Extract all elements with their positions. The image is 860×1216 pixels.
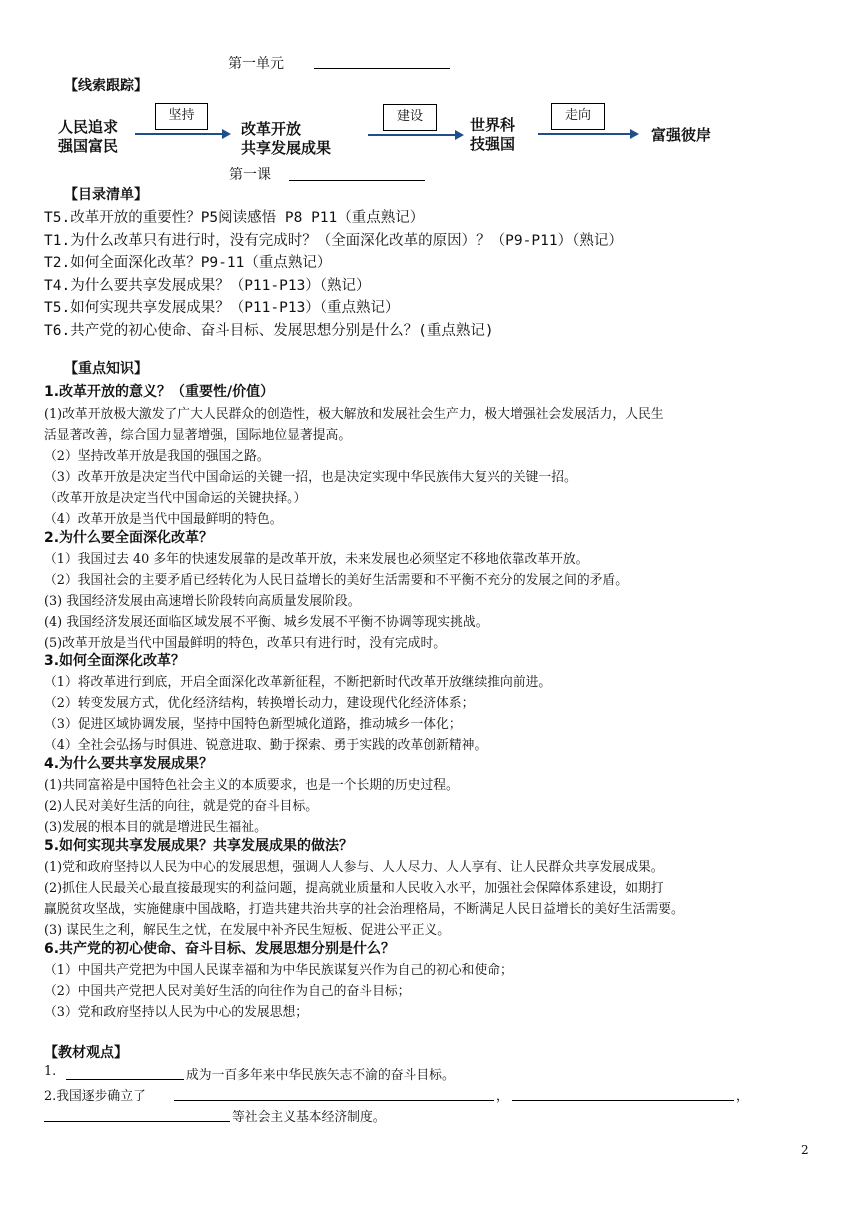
flow-node-4: 富强彼岸 xyxy=(651,126,712,144)
section-line: (2)人民对美好生活的向往，就是党的奋斗目标。 xyxy=(44,799,319,814)
section-title: 4.为什么要共享发展成果？ xyxy=(44,756,214,772)
section-line: （1）中国共产党把为中国人民谋幸福和为中华民族谋复兴作为自己的初心和使命； xyxy=(44,963,513,978)
section-line: （2）中国共产党把人民对美好生活的向往作为自己的奋斗目标； xyxy=(44,984,411,999)
section-title: 6.共产党的初心使命、奋斗目标、发展思想分别是什么？ xyxy=(44,941,396,957)
section-line: （3）促进区域协调发展，坚持中国特色新型城化道路，推动城乡一体化； xyxy=(44,717,462,732)
flow-arrowhead-1 xyxy=(222,129,231,139)
q1-blank[interactable] xyxy=(66,1079,184,1080)
flow-arrowhead-3 xyxy=(630,129,639,139)
section-title: 3.如何全面深化改革？ xyxy=(44,653,186,669)
flow-verb-box-1: 坚持 xyxy=(155,103,208,130)
flow-node-3: 世界科 技强国 xyxy=(470,116,516,153)
section-line: （2）我国社会的主要矛盾已经转化为人民日益增长的美好生活需要和不平衡不充分的发展之间的矛盾。 xyxy=(44,573,629,588)
flow-verb-box-2: 建设 xyxy=(383,104,437,131)
flow-verb-box-3: 走向 xyxy=(551,103,605,130)
toc-item: T5.如何实现共享发展成果？（P11-P13）（重点熟记） xyxy=(44,300,400,316)
q2-tail: 等社会主义基本经济制度。 xyxy=(232,1110,386,1125)
section-line: 活显著改善，综合国力显著增强，国际地位显著提高。 xyxy=(44,428,352,443)
toc-item: T6.共产党的初心使命、奋斗目标、发展思想分别是什么？(重点熟记) xyxy=(44,323,494,339)
lesson-title-blank xyxy=(289,180,425,181)
section-line: (2)抓住人民最关心最直接最现实的利益问题，提高就业质量和人民收入水平，加强社会保障体系建设，如期打 xyxy=(44,881,664,896)
q2-blank-3[interactable] xyxy=(44,1121,230,1122)
section-line: (3) 我国经济发展由高速增长阶段转向高质量发展阶段。 xyxy=(44,594,361,609)
section-line: （2）转变发展方式，优化经济结构，转换增长动力，建设现代化经济体系； xyxy=(44,696,475,711)
section-line: (4) 我国经济发展还面临区域发展不平衡、城乡发展不平衡不协调等现实挑战。 xyxy=(44,615,489,630)
section-title: 2.为什么要全面深化改革？ xyxy=(44,530,214,546)
section-line: (1)改革开放极大激发了广大人民群众的创造性，极大解放和发展社会生产力，极大增强社会发展活力，人民生 xyxy=(44,407,664,422)
q1-text: 成为一百多年来中华民族矢志不渝的奋斗目标。 xyxy=(186,1068,455,1083)
section-line: （3）改革开放是决定当代中国命运的关键一招，也是决定实现中华民族伟大复兴的关键一招。 xyxy=(44,470,577,485)
page-number: 2 xyxy=(801,1143,809,1157)
q2-blank-2[interactable] xyxy=(512,1100,734,1101)
unit-title: 第一单元 xyxy=(228,56,284,72)
flow-arrow-1 xyxy=(135,133,223,135)
flow-arrow-3 xyxy=(538,133,630,135)
textbook-heading: 【教材观点】 xyxy=(44,1045,128,1061)
lesson-title: 第一课 xyxy=(229,167,271,183)
clue-heading: 【线索跟踪】 xyxy=(64,78,148,94)
q2-comma-2: ， xyxy=(736,1089,749,1104)
flow-arrowhead-2 xyxy=(455,130,464,140)
section-line: （改革开放是决定当代中国命运的关键抉择。） xyxy=(44,491,307,506)
q2-comma-1: ， xyxy=(496,1089,509,1104)
toc-item: T1.为什么改革只有进行时，没有完成时？（全面深化改革的原因）？（P9-P11）（熟记） xyxy=(44,233,623,249)
section-line: （1）我国过去 40 多年的快速发展靠的是改革开放，未来发展也必须坚定不移地依靠改革开放。 xyxy=(44,552,589,567)
flow-node-1: 人民追求 强国富民 xyxy=(58,118,119,155)
section-line: （4）改革开放是当代中国最鲜明的特色。 xyxy=(44,512,283,527)
knowledge-heading: 【重点知识】 xyxy=(64,361,148,377)
section-line: (5)改革开放是当代中国最鲜明的特色，改革只有进行时，没有完成时。 xyxy=(44,636,447,651)
toc-item: T2.如何全面深化改革？P9-11（重点熟记） xyxy=(44,255,332,271)
section-line: (1)共同富裕是中国特色社会主义的本质要求，也是一个长期的历史过程。 xyxy=(44,778,459,793)
section-line: (1)党和政府坚持以人民为中心的发展思想，强调人人参与、人人尽力、人人享有、让人民群众共享发展成果。 xyxy=(44,860,664,875)
toc-heading: 【目录清单】 xyxy=(64,187,148,203)
q2-blank-1[interactable] xyxy=(174,1100,494,1101)
q1-number: 1. xyxy=(44,1064,57,1079)
section-line: （1）将改革进行到底，开启全面深化改革新征程，不断把新时代改革开放继续推向前进。 xyxy=(44,675,552,690)
unit-title-blank xyxy=(314,68,450,69)
section-title: 5.如何实现共享发展成果？共享发展成果的做法？ xyxy=(44,838,354,854)
flow-arrow-2 xyxy=(368,134,455,136)
section-title: 1.改革开放的意义？（重要性/价值） xyxy=(44,384,275,400)
section-line: （2）坚持改革开放是我国的强国之路。 xyxy=(44,449,270,464)
section-line: 赢脱贫攻坚战，实施健康中国战略，打造共建共治共享的社会治理格局，不断满足人民日益增长的美好生活需要。 xyxy=(44,902,684,917)
section-line: （3）党和政府坚持以人民为中心的发展思想； xyxy=(44,1005,309,1020)
q2-text: 2.我国逐步确立了 xyxy=(44,1089,146,1104)
section-line: (3) 谋民生之利，解民生之忧，在发展中补齐民生短板、促进公平正义。 xyxy=(44,923,451,938)
section-line: （4）全社会弘扬与时俱进、锐意进取、勤于探索、勇于实践的改革创新精神。 xyxy=(44,738,488,753)
section-line: (3)发展的根本目的就是增进民生福祉。 xyxy=(44,820,267,835)
flow-node-2: 改革开放 共享发展成果 xyxy=(241,120,332,157)
toc-item: T5.改革开放的重要性？P5阅读感悟 P8 P11（重点熟记） xyxy=(44,210,425,226)
toc-item: T4.为什么要共享发展成果？（P11-P13）（熟记） xyxy=(44,278,371,294)
